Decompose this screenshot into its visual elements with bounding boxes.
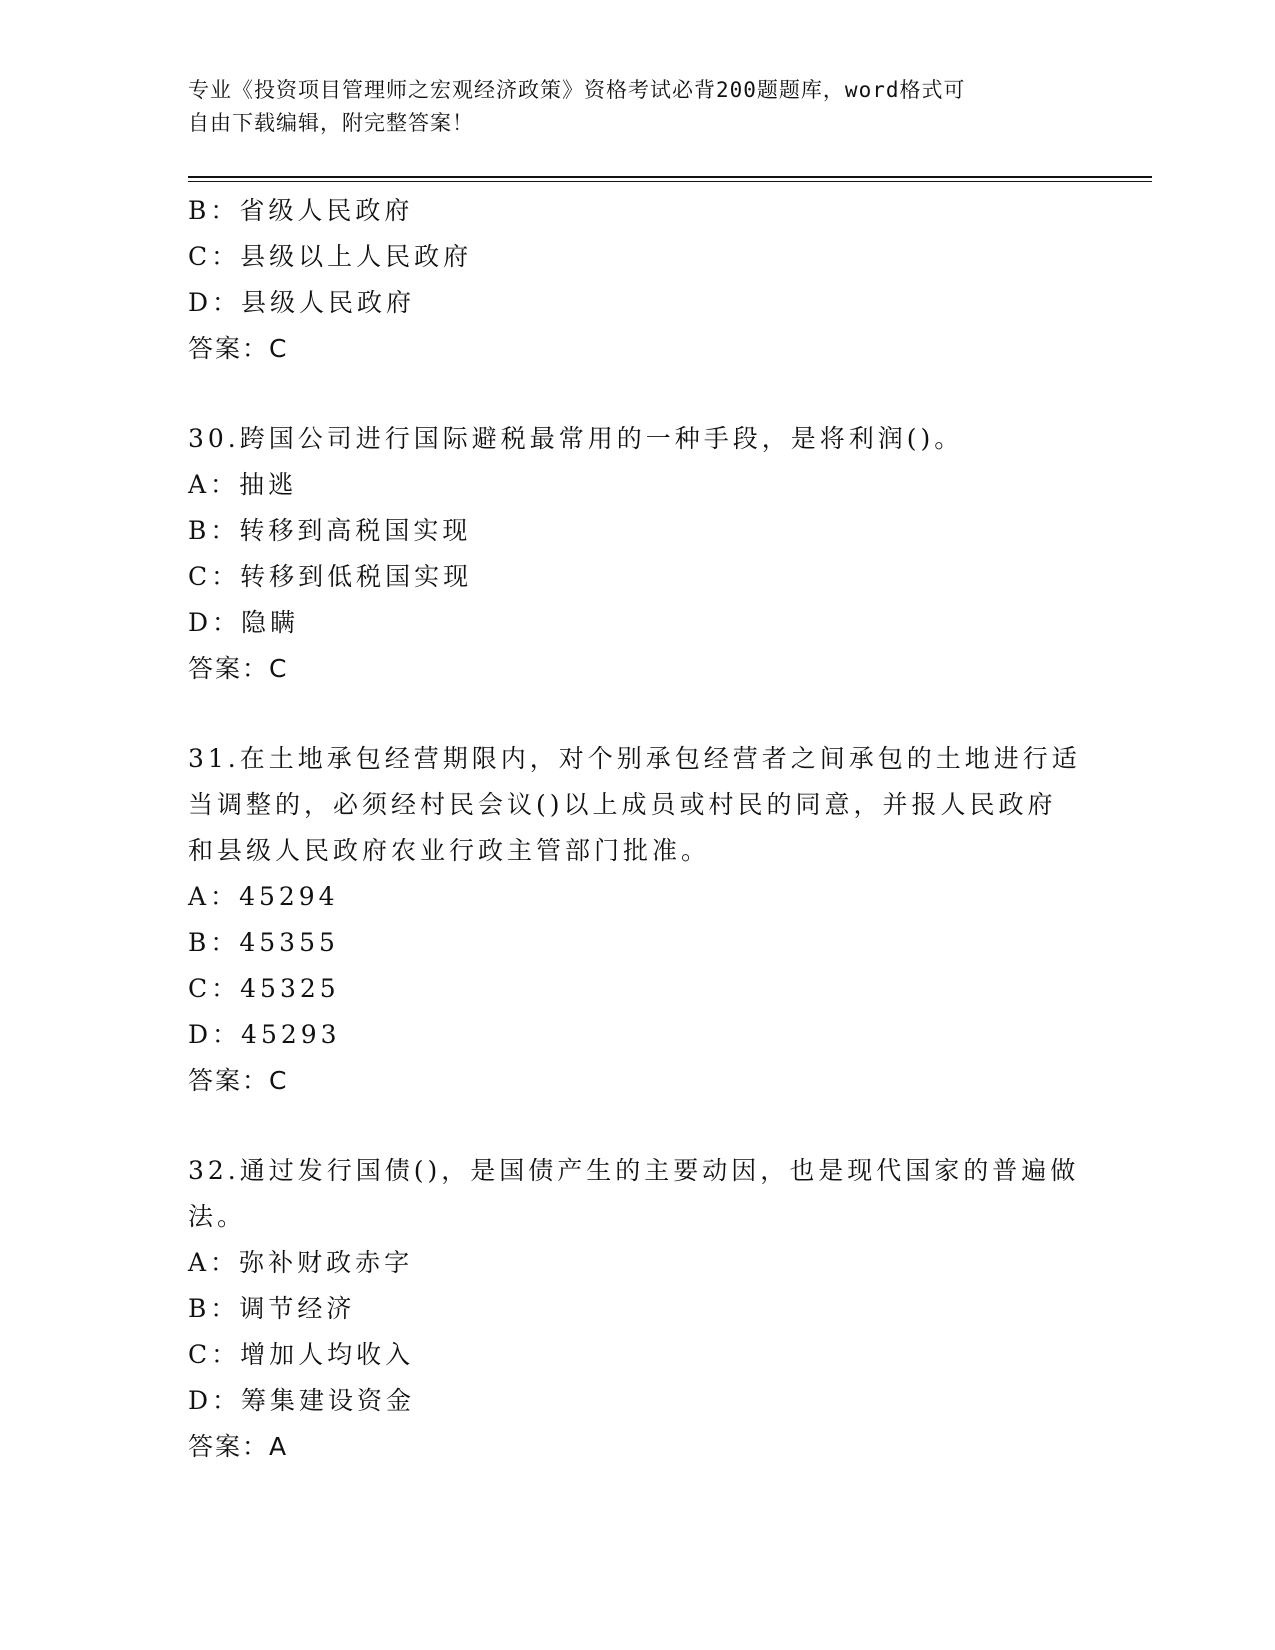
question-stem-line: 31.在土地承包经营期限内，对个别承包经营者之间承包的土地进行适 [188,744,1081,773]
option-b [188,508,1088,554]
option-key: D： [188,608,242,637]
document-header [188,74,1068,140]
question-stem-line: 30.跨国公司进行国际避税最常用的一种手段，是将利润()。 [188,424,964,453]
option-key: A： [188,470,240,499]
option-a [188,874,1088,920]
option-text: 转移到低税国实现 [240,562,473,591]
spacer [188,372,1088,416]
question-stem-line: 当调整的，必须经村民会议()以上成员或村民的同意，并报人民政府 [188,790,1057,819]
question-29-continued [188,188,1088,372]
option-key: C： [188,242,241,271]
option-key: C： [188,1340,241,1369]
option-text: 县级以上人民政府 [240,242,473,271]
option-key: B： [188,516,240,545]
option-c [188,554,1088,600]
option-text: 抽逃 [239,470,298,499]
option-c [188,1332,1088,1378]
option-d [188,280,1088,326]
option-key: A： [188,1248,240,1277]
option-text: 转移到高税国实现 [239,516,472,545]
option-key: D： [188,288,242,317]
option-d [188,600,1088,646]
question-stem-line: 法。 [188,1202,247,1231]
option-text: 筹集建设资金 [241,1386,416,1415]
answer-line: 答案：C [188,654,289,683]
option-key: B： [188,1294,240,1323]
answer-line: 答案：C [188,334,289,363]
option-text: 45294 [239,882,339,911]
question-32 [188,1148,1088,1470]
option-key: D： [188,1020,242,1049]
header-divider [188,176,1152,182]
spacer [188,692,1088,736]
option-text: 调节经济 [239,1294,356,1323]
option-key: C： [188,974,241,1003]
spacer [188,1104,1088,1148]
option-text: 45355 [239,928,339,957]
option-b [188,188,1088,234]
option-text: 增加人均收入 [240,1340,415,1369]
option-d [188,1378,1088,1424]
document-body [188,188,1088,1470]
header-title-line-2: 自由下载编辑，附完整答案！ [188,111,474,135]
question-30 [188,416,1088,692]
question-stem-line: 32.通过发行国债()，是国债产生的主要动因，也是现代国家的普遍做 [188,1156,1080,1185]
option-c [188,234,1088,280]
option-key: D： [188,1386,242,1415]
option-text: 省级人民政府 [239,196,414,225]
option-d [188,1012,1088,1058]
option-c [188,966,1088,1012]
option-a [188,462,1088,508]
option-text: 45325 [240,974,340,1003]
option-b [188,920,1088,966]
question-31 [188,736,1088,1104]
option-key: C： [188,562,241,591]
option-text: 县级人民政府 [241,288,416,317]
answer-line: 答案：A [188,1432,289,1461]
option-text: 隐瞒 [241,608,300,637]
option-key: A： [188,882,240,911]
option-a [188,1240,1088,1286]
option-key: B： [188,928,240,957]
header-title-line-1: 专业《投资项目管理师之宏观经济政策》资格考试必背200题题库，word格式可 [188,78,966,102]
question-stem-line: 和县级人民政府农业行政主管部门批准。 [188,836,711,865]
answer-line: 答案：C [188,1066,289,1095]
option-text: 弥补财政赤字 [239,1248,414,1277]
option-text: 45293 [241,1020,341,1049]
option-b [188,1286,1088,1332]
option-key: B： [188,196,240,225]
